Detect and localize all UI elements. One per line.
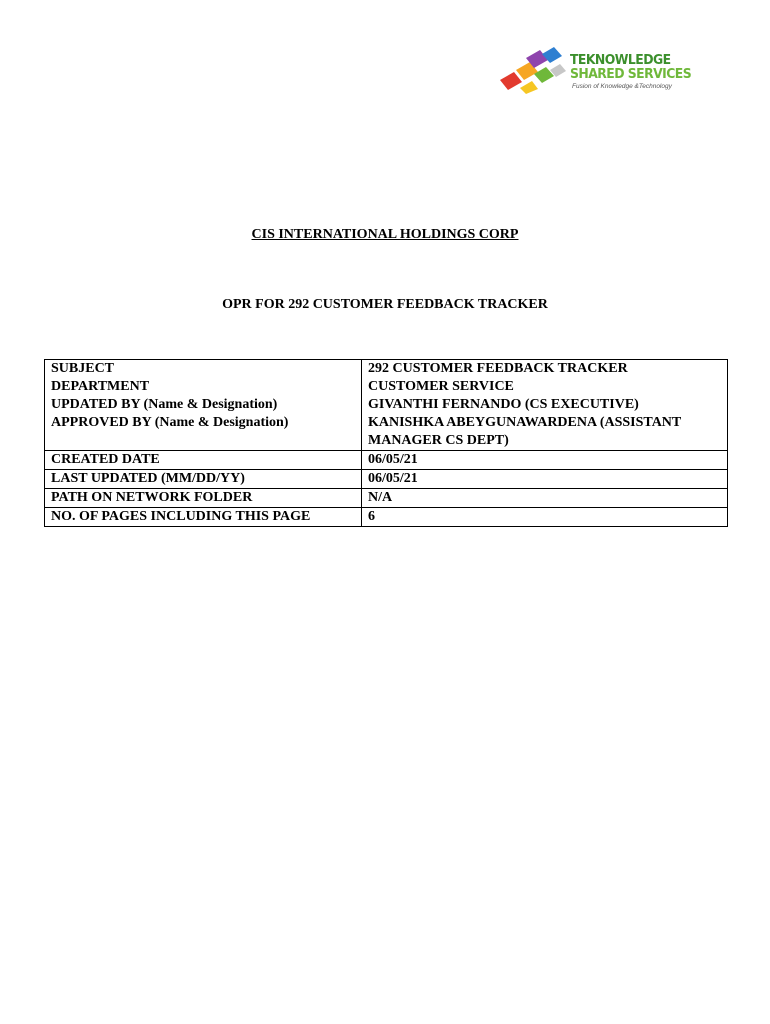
info-values-cell <box>362 360 728 451</box>
company-logo <box>496 44 696 96</box>
label-network-path: PATH ON NETWORK FOLDER <box>45 489 362 508</box>
label-department: DEPARTMENT <box>51 379 150 394</box>
value-created-date: 06/05/21 <box>362 451 728 470</box>
logo-wordmark-line2: SHARED SERVICES <box>570 66 692 82</box>
company-name: CIS INTERNATIONAL HOLDINGS CORP <box>251 227 519 242</box>
document-info-table <box>44 359 728 527</box>
label-last-updated: LAST UPDATED (MM/DD/YY) <box>45 470 362 489</box>
value-department: CUSTOMER SERVICE <box>368 379 514 394</box>
value-approved-by-line1: KANISHKA ABEYGUNAWARDENA (ASSISTANT <box>368 415 682 430</box>
label-subject: SUBJECT <box>51 361 115 376</box>
label-page-count: NO. OF PAGES INCLUDING THIS PAGE <box>45 508 362 527</box>
value-page-count: 6 <box>362 508 728 527</box>
value-network-path: N/A <box>362 489 728 508</box>
value-subject: 292 CUSTOMER FEEDBACK TRACKER <box>368 361 628 376</box>
info-labels-cell <box>45 360 362 451</box>
logo-mark-icon <box>496 44 568 96</box>
table-row <box>45 451 728 470</box>
value-approved-by-line2: MANAGER CS DEPT) <box>368 433 509 448</box>
value-updated-by: GIVANTHI FERNANDO (CS EXECUTIVE) <box>368 397 639 412</box>
table-row <box>45 489 728 508</box>
logo-tagline: Fusion of Knowledge &Technology <box>572 83 672 90</box>
document-title: OPR FOR 292 CUSTOMER FEEDBACK TRACKER <box>222 297 548 312</box>
logo-wordmark-line1: TEKNOWLEDGE <box>570 52 671 68</box>
label-updated-by: UPDATED BY (Name & Designation) <box>51 397 278 412</box>
table-row <box>45 470 728 489</box>
table-row <box>45 508 728 527</box>
info-row-group <box>45 360 728 451</box>
value-last-updated: 06/05/21 <box>362 470 728 489</box>
label-approved-by: APPROVED BY (Name & Designation) <box>51 415 289 430</box>
label-created-date: CREATED DATE <box>45 451 362 470</box>
